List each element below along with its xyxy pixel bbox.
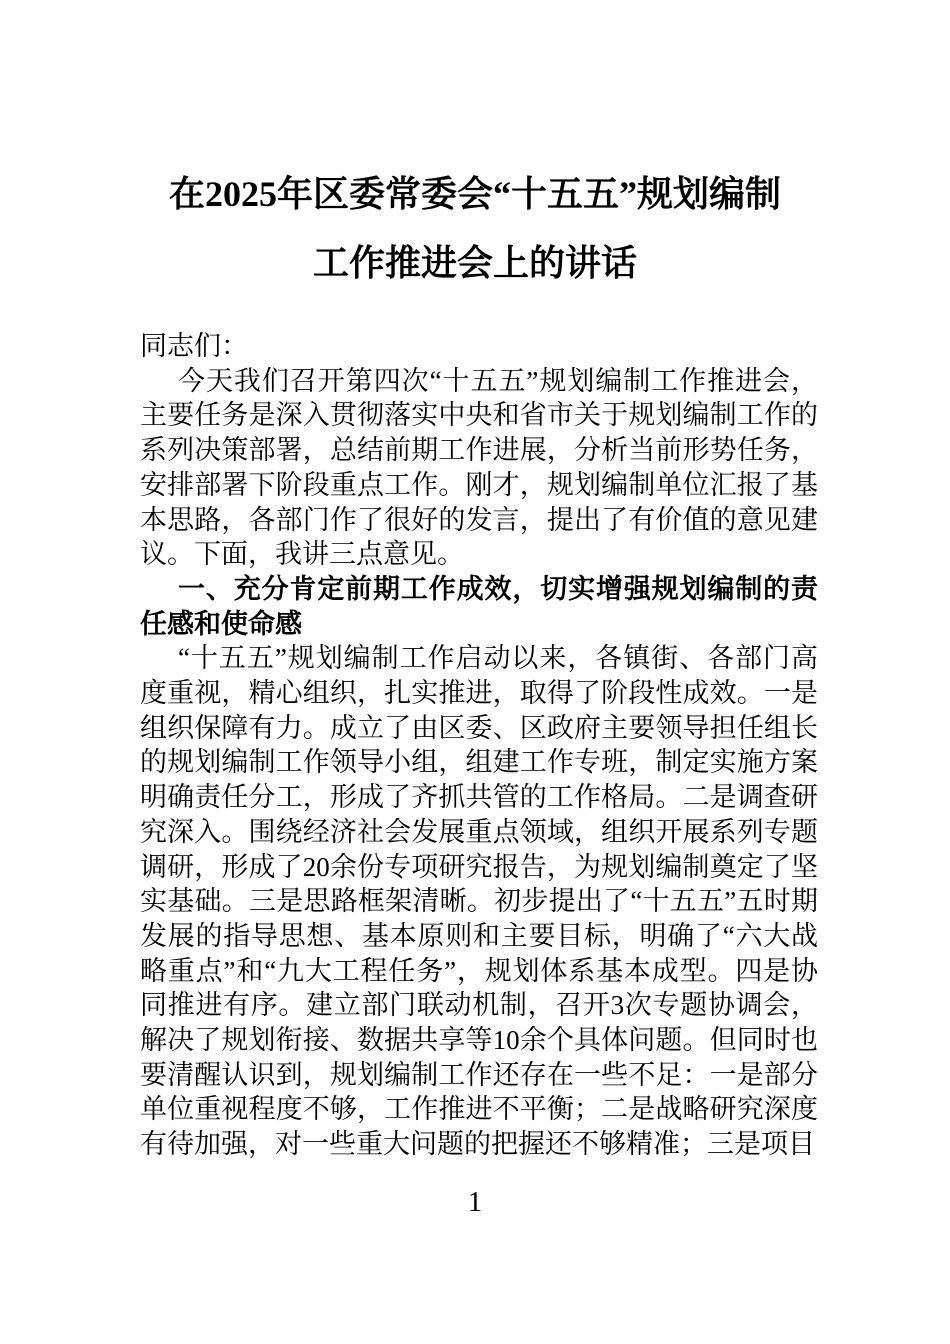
paragraph-3: 一、充分肯定前期工作成效，切实增强规划编制的责任感和使命感 xyxy=(140,573,818,639)
document-title xyxy=(0,0,950,298)
document-title-line-2: 工作推进会上的讲话 xyxy=(312,243,637,283)
paragraph-2: 今天我们召开第四次“十五五”规划编制工作推进会，主要任务是深入贯彻落实中央和省市关于规划编制工作的系列决策部署，总结前期工作进展，分析当前形势任务，安排部署下阶段重点工作。刚才，规划编制单位汇报了基本思路，各部门作了很好的发言，提出了有价值的意见建议。下面，我讲三点意见。 xyxy=(140,365,818,570)
document-body xyxy=(140,329,818,1162)
page-number: 1 xyxy=(467,1186,483,1218)
document-title-line-1: 在2025年区委常委会“十五五”规划编制 xyxy=(168,174,781,214)
paragraph-1: 同志们： xyxy=(140,331,248,361)
paragraph-4: “十五五”规划编制工作启动以来，各镇街、各部门高度重视，精心组织，扎实推进，取得了阶段性成效。一是组织保障有力。成立了由区委、区政府主要领导担任组长的规划编制工作领导小组，组建工作专班，制定实施方案明确责任分工，形成了齐抓共管的工作格局。二是调查研究深入。围绕经济社会发展重点领域，组织开展系列专题调研，形成了20余份专项研究报告，为规划编制奠定了坚实基础。三是思路框架清晰。初步提出了“十五五”五时期发展的指导思想、基本原则和主要目标，明确了“六大战略重点”和“九大工程任务”，规划体系基本成型。四是协同推进有序。建立部门联动机制，召开3次专题协调会，解决了规划衔接、数据共享等10余个具体问题。但同时也要清醒认识到，规划编制工作还存在一些不足：一是部分单位重视程度不够，工作推进不平衡；二是战略研究深度有待加强，对一些重大问题的把握还不够精准；三是项目 xyxy=(140,643,818,1160)
